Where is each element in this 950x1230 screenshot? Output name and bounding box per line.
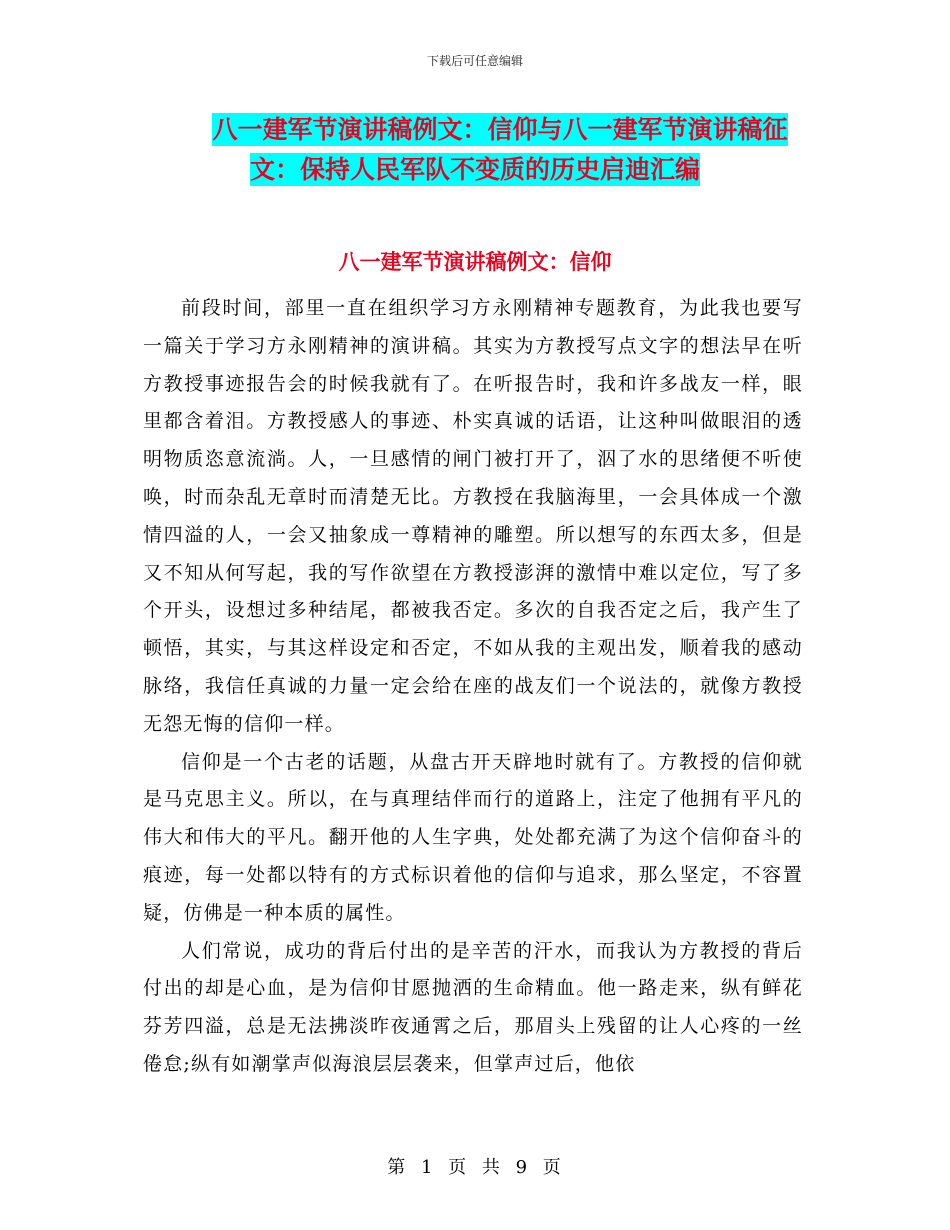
paragraph: 信仰是一个古老的话题，从盘古开天辟地时就有了。方教授的信仰就是马克思主义。所以，在与真理结伴而行的道路上，注定了他拥有平凡的伟大和伟大的平凡。翻开他的人生字典，处处都充满了为这个信仰奋斗的痕迹，每一处都以特有的方式标识着他的信仰与追求，那么坚定，不容置疑，仿佛是一种本质的属性。	[143, 750, 803, 924]
document-title-line1: 八一建军节演讲稿例文：信仰与八一建军节演讲稿征	[212, 115, 788, 144]
document-title-line2: 文：保持人民军队不变质的历史启迪汇编	[249, 155, 700, 184]
paragraph: 人们常说，成功的背后付出的是辛苦的汗水，而我认为方教授的背后付出的却是心血，是为信仰甘愿抛洒的生命精血。他一路走来，纵有鲜花芬芳四溢，总是无法拂淡昨夜通霄之后，那眉头上残留的让人心疼的一丝倦怠;纵有如潮掌声似海浪层层袭来，但掌声过后，他依	[143, 939, 803, 1075]
page-header: 下载后可任意编辑	[426, 54, 523, 68]
section-title: 八一建军节演讲稿例文：信仰	[338, 250, 612, 274]
document-title	[140, 110, 810, 190]
paragraph: 前段时间，部里一直在组织学习方永刚精神专题教育，为此我也要写一篇关于学习方永刚精神的演讲稿。其实为方教授写点文字的想法早在听方教授事迹报告会的时候我就有了。在听报告时，我和许多战友一样，眼里都含着泪。方教授感人的事迹、朴实真诚的话语，让这种叫做眼泪的透明物质恣意流淌。人，一旦感情的闸门被打开了，泅了水的思绪便不听使唤，时而杂乱无章时而清楚无比。方教授在我脑海里，一会具体成一个激情四溢的人，一会又抽象成一尊精神的雕塑。所以想写的东西太多，但是又不知从何写起，我的写作欲望在方教授澎湃的激情中难以定位，写了多个开头，设想过多种结尾，都被我否定。多次的自我否定之后，我产生了顿悟，其实，与其这样设定和否定，不如从我的主观出发，顺着我的感动脉络，我信任真诚的力量一定会给在座的战友们一个说法的，就像方教授无怨无悔的信仰一样。	[143, 297, 803, 735]
body-text	[143, 290, 803, 1084]
page-footer: 第 1 页 共 9 页	[387, 1157, 563, 1178]
